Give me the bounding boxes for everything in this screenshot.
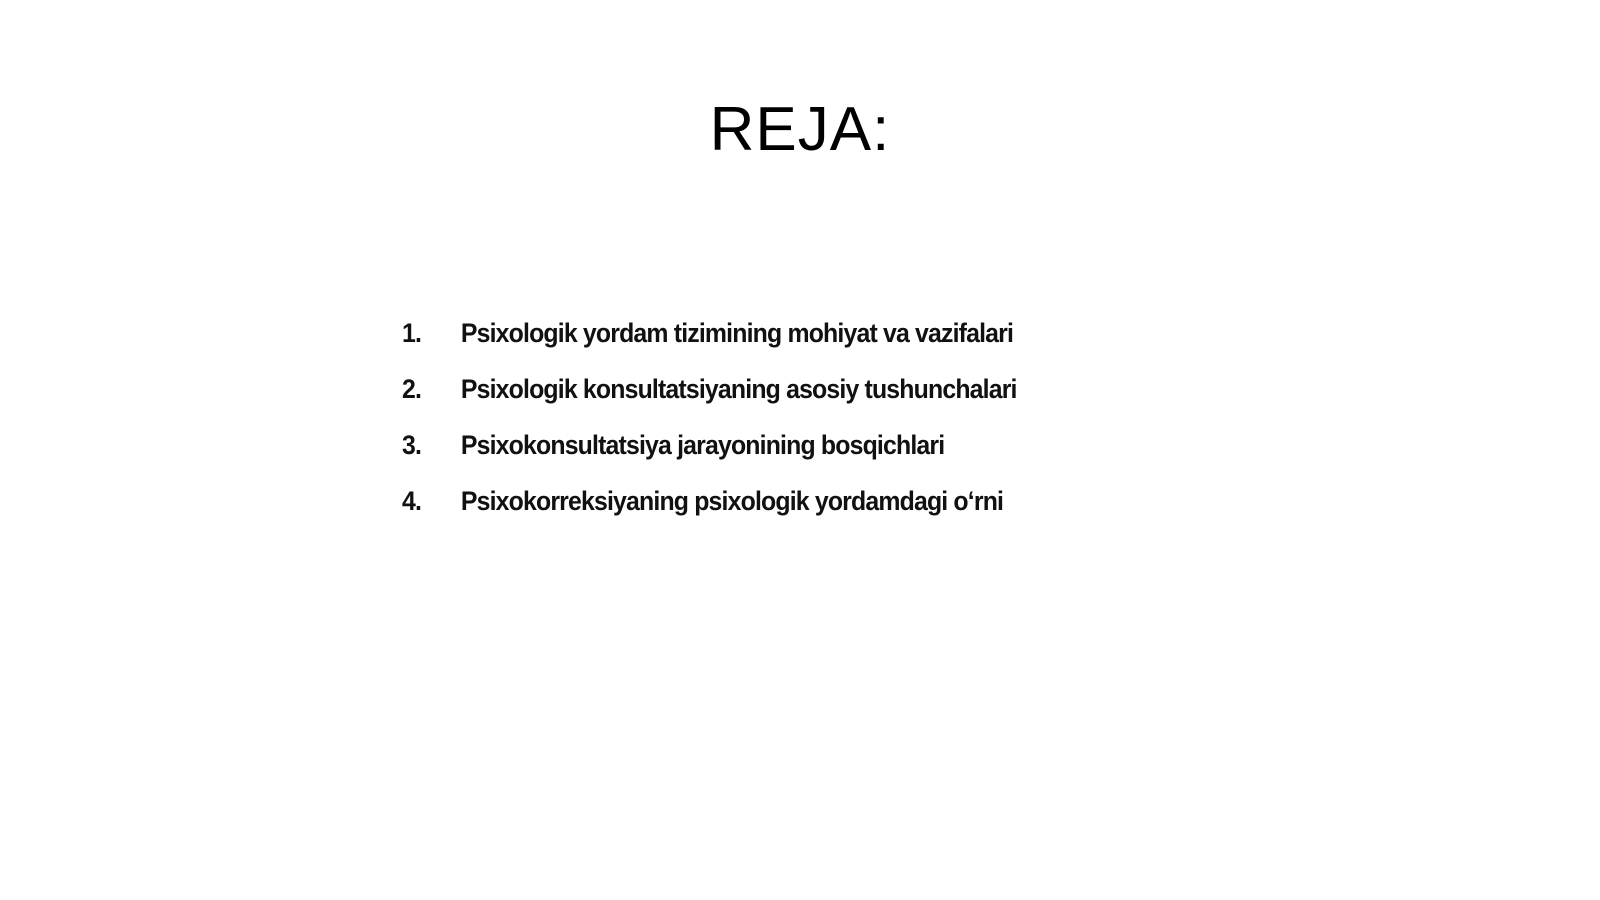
list-item [402,430,1138,486]
list-item-number: 2. [402,374,422,404]
slide-title: REJA: [709,95,891,164]
list-item-text: Psixologik konsultatsiyaning asosiy tushunchalari [460,374,1017,404]
list-item [402,486,1138,542]
agenda-list [402,318,1202,542]
list-item-number: 3. [402,430,422,460]
list-item-number: 1. [402,318,422,348]
list-item-number: 4. [402,486,422,516]
list-item-text: Psixokorreksiyaning psixologik yordamdagi oʻrni [460,486,1004,516]
list-item [402,318,1138,374]
list-item-text: Psixokonsultatsiya jarayonining bosqichlari [460,430,945,460]
list-item-text: Psixologik yordam tizimining mohiyat va vazifalari [460,318,1014,348]
list-item [402,374,1138,430]
